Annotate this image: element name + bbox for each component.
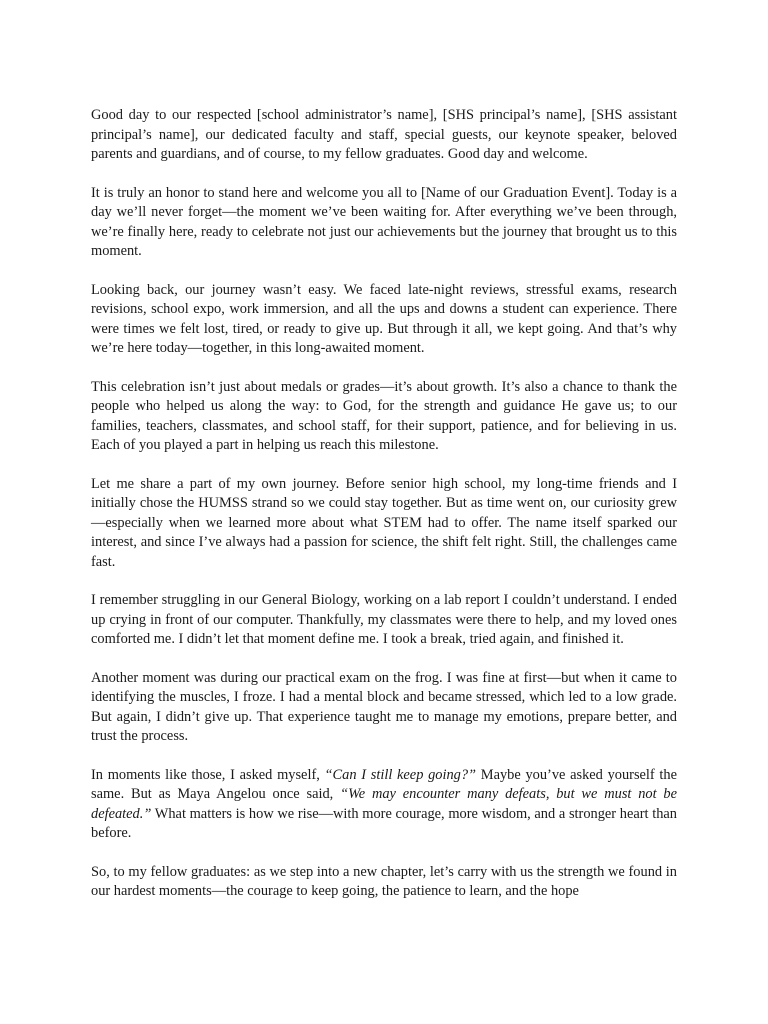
paragraph-looking-back: Looking back, our journey wasn’t easy. We faced late-night reviews, stressful exams, research revisions, school expo, work immersion, and all the ups and downs a student can experience. There were times we felt lost, tired, or ready to give up. But through it all, we kept going. And that’s why we’re here today—together, in this long-awaited moment. [91,281,677,356]
paragraph-welcome: It is truly an honor to stand here and welcome you all to [Name of our Graduation Event]. Today is a day we’ll never forget—the moment we’ve been waiting for. After everything we’ve been through, we’re finally here, ready to celebrate not just our achievements but the journey that brought us to this moment. [91,184,677,259]
paragraph-quotes [91,766,677,844]
quote-keep-going: “Can I still keep going?” [324,766,477,783]
paragraph-celebration: This celebration isn’t just about medals or grades—it’s about growth. It’s also a chance to thank the people who helped us along the way: to God, for the strength and guidance He gave us; to our families, teachers, classmates, and school staff, for their support, patience, and for believing in us. Each of you played a part in helping us reach this milestone. [91,378,677,453]
paragraph-closing: So, to my fellow graduates: as we step into a new chapter, let’s carry with us the strength we found in our hardest moments—the courage to keep going, the patience to learn, and the hope [91,863,677,899]
speech-body [91,106,677,921]
quotes-text-2: Maybe you’ve asked yourself the same. But as Maya Angelou once said, [91,766,678,802]
paragraph-practical-exam: Another moment was during our practical exam on the frog. I was fine at first—but when it came to identifying the muscles, I froze. I had a mental block and became stressed, which led to a low grade. But again, I didn’t give up. That experience taught me to manage my emotions, prepare better, and trust the process. [91,669,677,744]
quotes-text-1: In moments like those, I asked myself, [91,766,325,783]
paragraph-own-journey: Let me share a part of my own journey. Before senior high school, my long-time friends and I initially chose the HUMSS strand so we could stay together. But as time went on, our curiosity grew—especially when we learned more about what STEM had to offer. The name itself sparked our interest, and since I’ve always had a passion for science, the shift felt right. Still, the challenges came fast. [91,475,677,570]
quote-maya-angelou: “We may encounter many defeats, but we must not be defeated.” [91,786,678,822]
paragraph-greeting: Good day to our respected [school administrator’s name], [SHS principal’s name], [SHS assistant principal’s name], our dedicated faculty and staff, special guests, our keynote speaker, beloved parents and guardians, and of course, to my fellow graduates. Good day and welcome. [91,107,677,162]
paragraph-general-biology: I remember struggling in our General Biology, working on a lab report I couldn’t understand. I ended up crying in front of our computer. Thankfully, my classmates were there to help, and my loved ones comforted me. I didn’t let that moment define me. I took a break, tried again, and finished it. [91,592,677,647]
quotes-text-3: What matters is how we rise—with more courage, more wisdom, and a stronger heart than before. [91,805,677,841]
